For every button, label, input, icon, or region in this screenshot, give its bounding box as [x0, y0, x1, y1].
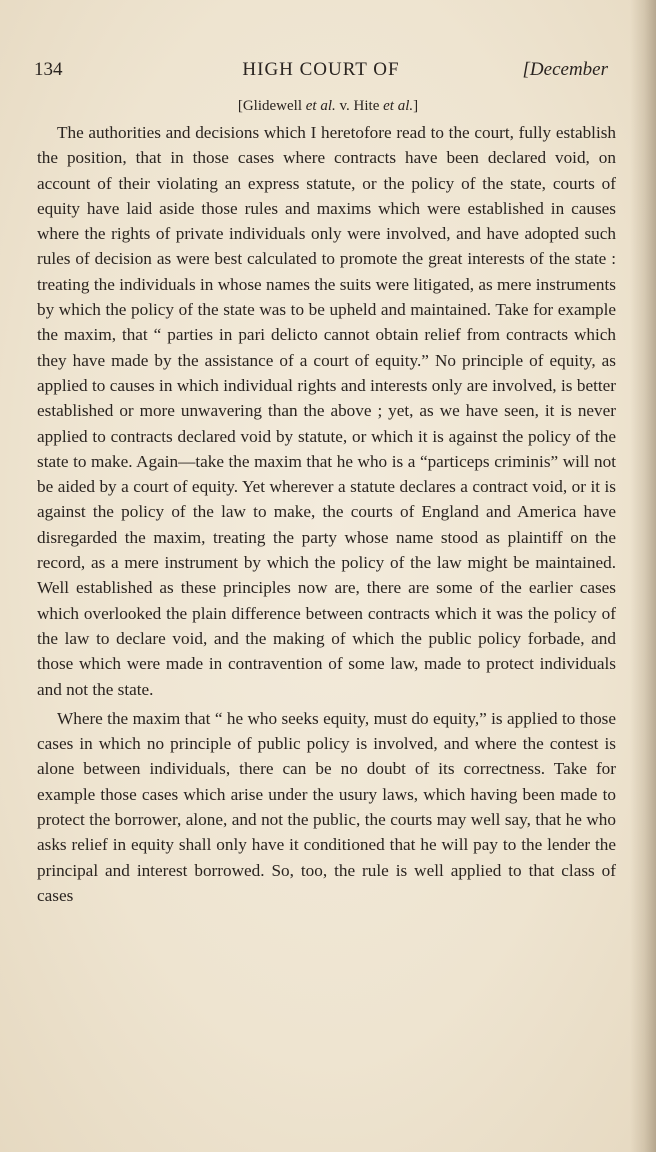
- case-title-etal-1: et al.: [305, 98, 336, 114]
- running-head-title: HIGH COURT OF: [242, 59, 400, 80]
- case-title: [0, 96, 656, 116]
- running-head: [34, 56, 608, 84]
- case-title-prefix: [Glidewell: [237, 98, 306, 114]
- case-title-suffix: ]: [413, 98, 419, 114]
- page-gutter-shadow: [630, 0, 656, 1152]
- page-number: 134: [34, 59, 63, 80]
- paragraph-2: Where the maxim that “ he who seeks equity, must do equity,” is applied to those cases in which no principle of public policy is involved, and where the contest is alone between individuals, there can be no doubt of its correctness. Take for example those cases which arise under the usury laws, which having been made to protect the borrower, alone, and not the public, the courts may well say, that he who asks relief in equity shall only have it conditioned that he will pay to the lender the principal and interest borrowed. So, too, the rule is well applied to that class of cases: [37, 708, 616, 905]
- body-text: [37, 120, 616, 908]
- case-title-middle: v. Hite: [335, 98, 384, 114]
- case-title-etal-2: et al.: [383, 98, 414, 114]
- running-head-month: [December: [522, 59, 608, 80]
- paragraph-1: The authorities and decisions which I heretofore read to the court, fully establish the position, that in those cases where contracts have been declared void, on account of their violating an express statute, or the policy of the state, courts of equity have laid aside those rules and maxims which were established in causes where the rights of private individuals only were involved, and have adopted such rules of decision as were best calculated to promote the great interests of the state : treating the individuals in whose names the suits were litigated, as mere instruments by which the policy of the state was to be upheld and maintained. Take for example the maxim, that “ parties in pari delicto cannot obtain relief from contracts which they have made by the assistance of a court of equity.” No principle of equity, as applied to causes in which individual rights and interests only are involved, is better established or more unwavering than the above ; yet, as we have seen, it is never applied to contracts declared void by statute, or which it is against the policy of the state to make. Again—take the maxim that he who is a “particeps criminis” will not be aided by a court of equity. Yet wherever a statute declares a contract void, or it is against the policy of the law to make, the courts of England and America have disregarded the maxim, treating the party whose name stood as plaintiff on the record, as a mere instrument by which the policy of the law might be maintained. Well established as these principles now are, there are some of the earlier cases which overlooked the plain difference between contracts which it was the policy of the law to declare void, and the making of which the public policy forbade, and those which were made in contravention of some law, made to protect individuals and not the state.: [37, 123, 616, 699]
